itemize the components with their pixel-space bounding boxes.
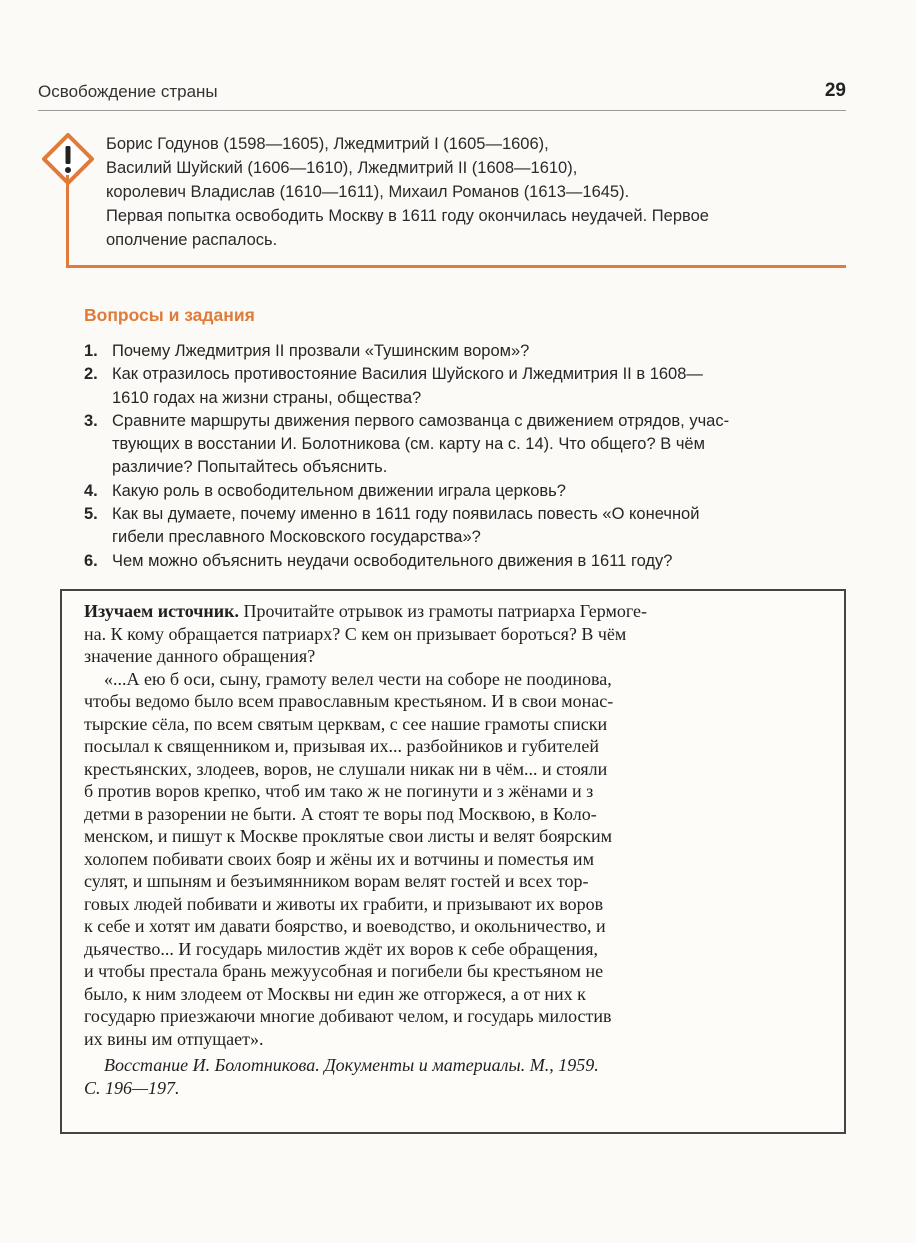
quote-line: посылал к священником и, призывая их... разбойников и губителей (84, 736, 599, 756)
source-intro-line (84, 600, 834, 623)
chapter-title: Освобождение страны (38, 82, 218, 101)
question-line: различие? Попытайтесь объяснить. (112, 458, 388, 477)
question-number: 5. (84, 505, 98, 524)
question-line: Сравните маршруты движения первого самозванца с движением отрядов, учас- (112, 411, 730, 430)
source-intro-text: Прочитайте отрывок из грамоты патриарха Гермоге- (239, 601, 647, 621)
question-number: 1. (84, 342, 98, 360)
quote-line: холопем побивати своих бояр и жёны их и вотчины и поместья им (84, 848, 594, 869)
summary-line: Первая попытка освободить Москву в 1611 году окончилась неудачей. Первое (106, 207, 709, 225)
summary-line: Василий Шуйский (1606—1610), Лжедмитрий II (1608—1610), (106, 159, 578, 177)
quote-line: крестьянских, злодеев, воров, не слушали никак ни в чём... и стояли (84, 758, 608, 779)
question-item (84, 363, 844, 410)
question-item (84, 410, 844, 480)
page-number: 29 (824, 80, 846, 101)
summary-bottom-rule (66, 265, 846, 268)
question-line: Почему Лжедмитрия II прозвали «Тушинским вором»? (112, 342, 530, 360)
question-number: 2. (84, 365, 98, 384)
quote-line: тырские сёла, по всем святым церквам, с сее нашие грамоты списки (84, 713, 608, 734)
quote-line: «...А ею б оси, сыну, грамоту велел чести на соборе не поодинова, (104, 668, 612, 689)
question-line: твующих в восстании И. Болотникова (см. карту на с. 14). Что общего? В чём (112, 435, 705, 454)
question-line: Как отразилось противостояние Василия Шуйского и Лжедмитрия II в 1608— (112, 365, 703, 384)
question-line: 1610 годах на жизни страны, общества? (112, 388, 422, 407)
citation-line: С. 196—197. (84, 1077, 180, 1098)
question-item (84, 503, 844, 550)
summary-line: ополчение распалось. (106, 231, 278, 249)
source-label: Изучаем источник. (84, 601, 240, 621)
header-divider (38, 110, 846, 111)
summary-block (106, 132, 851, 252)
question-number: 6. (84, 551, 98, 570)
question-number: 3. (84, 411, 98, 430)
quote-line: и чтобы престала брань межуусобная и погибели бы крестьяном не (84, 961, 604, 981)
quote-line: менском, и пишут к Москве проклятые свои листы и велят боярским (84, 826, 613, 846)
question-item (84, 480, 844, 503)
quote-line: говых людей побивати и животы их грабити, и призывают их воров (84, 893, 604, 914)
source-intro-line: значение данного обращения? (84, 646, 316, 666)
question-line: гибели преславного Московского государства»? (112, 528, 481, 547)
summary-line: королевич Владислав (1610—1611), Михаил Романов (1613—1645). (106, 183, 630, 201)
question-item (84, 340, 844, 363)
questions-list (84, 340, 844, 573)
quote-line: б против воров крепко, чтоб им тако ж не погинути и з жёнами и з (84, 781, 594, 801)
quote-line: их вины им отпущает». (84, 1028, 264, 1049)
quote-line: дьячество... И государь милостив ждёт их воров к себе обращения, (84, 938, 599, 959)
question-number: 4. (84, 481, 98, 500)
quote-line: детми в разорении не быти. А стоят те воры под Москвою, в Коло- (84, 803, 597, 824)
question-item (84, 550, 844, 573)
question-line: Чем можно объяснить неудачи освободительного движения в 1611 году? (112, 551, 673, 570)
quote-line: государю приезжаючи многие добивают челом, и государь милостив (84, 1006, 612, 1026)
source-intro-line: на. К кому обращается патриарх? С кем он призывает бороться? В чём (84, 623, 627, 644)
quote-line: к себе и хотят им давати боярство, и воеводство, и окольничество, и (84, 916, 606, 936)
summary-accent-bar (66, 175, 69, 267)
summary-line: Борис Годунов (1598—1605), Лжедмитрий I (1605—1606), (106, 135, 549, 153)
question-line: Как вы думаете, почему именно в 1611 году появилась повесть «О конечной (112, 505, 700, 524)
citation-line: Восстание И. Болотникова. Документы и материалы. М., 1959. (104, 1055, 599, 1075)
quote-line: сулят, и шпыням и безъимянником ворам велят гостей и всех тор- (84, 871, 589, 891)
quote-line: чтобы ведомо было всем православным крестьяном. И в свои монас- (84, 691, 614, 711)
source-text (84, 600, 834, 1099)
questions-heading: Вопросы и задания (84, 305, 255, 325)
quote-line: было, к ним злодеем от Москвы ни един же отгоржеся, а от них к (84, 983, 586, 1004)
question-line: Какую роль в освободительном движении играла церковь? (112, 481, 566, 500)
